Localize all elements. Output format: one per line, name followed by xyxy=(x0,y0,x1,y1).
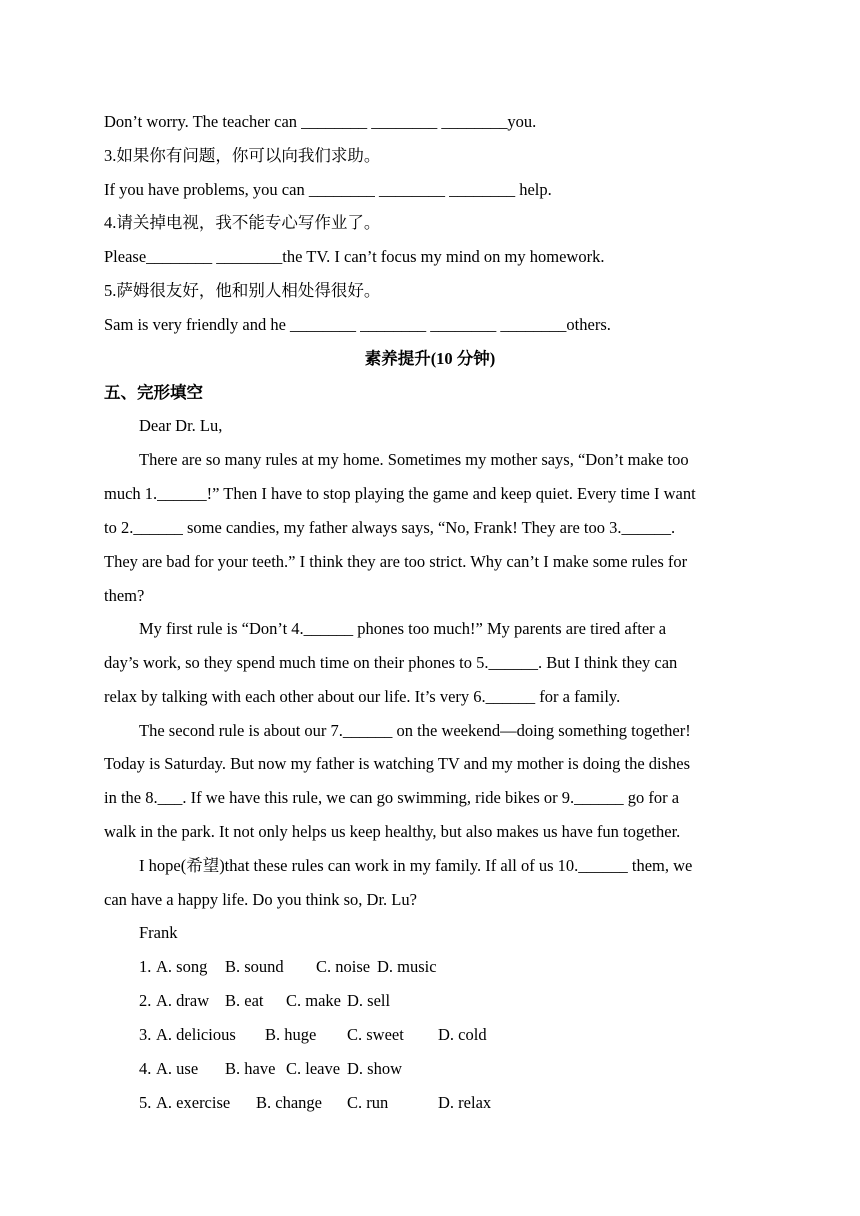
option-c[interactable]: C. noise xyxy=(316,957,371,976)
option-c[interactable]: C. run xyxy=(347,1093,389,1112)
question-number: 5. xyxy=(139,1093,152,1112)
option-d[interactable]: D. relax xyxy=(438,1093,492,1112)
option-d[interactable]: D. sell xyxy=(347,991,391,1010)
option-c[interactable]: C. make xyxy=(286,991,341,1010)
translation-prompt-3: 3.如果你有问题，你可以向我们求助。 xyxy=(104,146,381,165)
letter-line: The second rule is about our 7.______ on the weekend—doing something together! xyxy=(139,721,691,740)
option-b[interactable]: B. sound xyxy=(225,957,284,976)
letter-line: They are bad for your teeth.” I think they are too strict. Why can’t I make some rules for xyxy=(104,552,688,571)
letter-line: in the 8.___. If we have this rule, we can go swimming, ride bikes or 9.______ go for a xyxy=(104,788,680,807)
letter-line: them? xyxy=(104,586,145,605)
part-title: 五、完形填空 xyxy=(104,383,203,402)
option-b[interactable]: B. change xyxy=(256,1093,322,1112)
option-b[interactable]: B. eat xyxy=(225,991,264,1010)
letter-line: I hope(希望)that these rules can work in my family. If all of us 10.______ them, we xyxy=(139,856,693,875)
translation-answer-line-3: If you have problems, you can ________ ________ ________ help. xyxy=(104,180,552,199)
option-d[interactable]: D. cold xyxy=(438,1025,487,1044)
letter-line: relax by talking with each other about our life. It’s very 6.______ for a family. xyxy=(104,687,621,706)
translation-prompt-5: 5.萨姆很友好，他和别人相处得很好。 xyxy=(104,281,381,300)
letter-line: day’s work, so they spend much time on their phones to 5.______. But I think they can xyxy=(104,653,678,672)
option-a[interactable]: A. delicious xyxy=(156,1025,236,1044)
letter-line: can have a happy life. Do you think so, Dr. Lu? xyxy=(104,890,417,909)
letter-line: much 1.______!” Then I have to stop playing the game and keep quiet. Every time I want xyxy=(104,484,696,503)
option-c[interactable]: C. leave xyxy=(286,1059,341,1078)
question-number: 2. xyxy=(139,991,152,1010)
option-d[interactable]: D. show xyxy=(347,1059,403,1078)
letter-line: Today is Saturday. But now my father is watching TV and my mother is doing the dishes xyxy=(104,754,691,773)
letter-line: There are so many rules at my home. Sometimes my mother says, “Don’t make too xyxy=(139,450,689,469)
option-d[interactable]: D. music xyxy=(377,957,437,976)
question-number: 4. xyxy=(139,1059,152,1078)
option-a[interactable]: A. exercise xyxy=(156,1093,231,1112)
translation-answer-line: Don’t worry. The teacher can ________ ________ ________you. xyxy=(104,112,537,131)
option-c[interactable]: C. sweet xyxy=(347,1025,404,1044)
letter-greeting: Dear Dr. Lu, xyxy=(139,416,223,435)
option-b[interactable]: B. huge xyxy=(265,1025,317,1044)
option-a[interactable]: A. song xyxy=(156,957,208,976)
section-heading: 素养提升(10 分钟) xyxy=(364,349,496,368)
letter-line: to 2.______ some candies, my father always says, “No, Frank! They are too 3.______. xyxy=(104,518,676,537)
option-b[interactable]: B. have xyxy=(225,1059,276,1078)
letter-line: My first rule is “Don’t 4.______ phones too much!” My parents are tired after a xyxy=(139,619,667,638)
option-a[interactable]: A. draw xyxy=(156,991,210,1010)
translation-answer-line-4: Please________ ________the TV. I can’t focus my mind on my homework. xyxy=(104,247,605,266)
letter-line: walk in the park. It not only helps us keep healthy, but also makes us have fun together. xyxy=(104,822,681,841)
question-number: 1. xyxy=(139,957,152,976)
question-number: 3. xyxy=(139,1025,152,1044)
letter-signature: Frank xyxy=(139,923,178,942)
translation-prompt-4: 4.请关掉电视，我不能专心写作业了。 xyxy=(104,213,381,232)
option-a[interactable]: A. use xyxy=(156,1059,199,1078)
translation-answer-line-5: Sam is very friendly and he ________ ________ ________ ________others. xyxy=(104,315,611,334)
